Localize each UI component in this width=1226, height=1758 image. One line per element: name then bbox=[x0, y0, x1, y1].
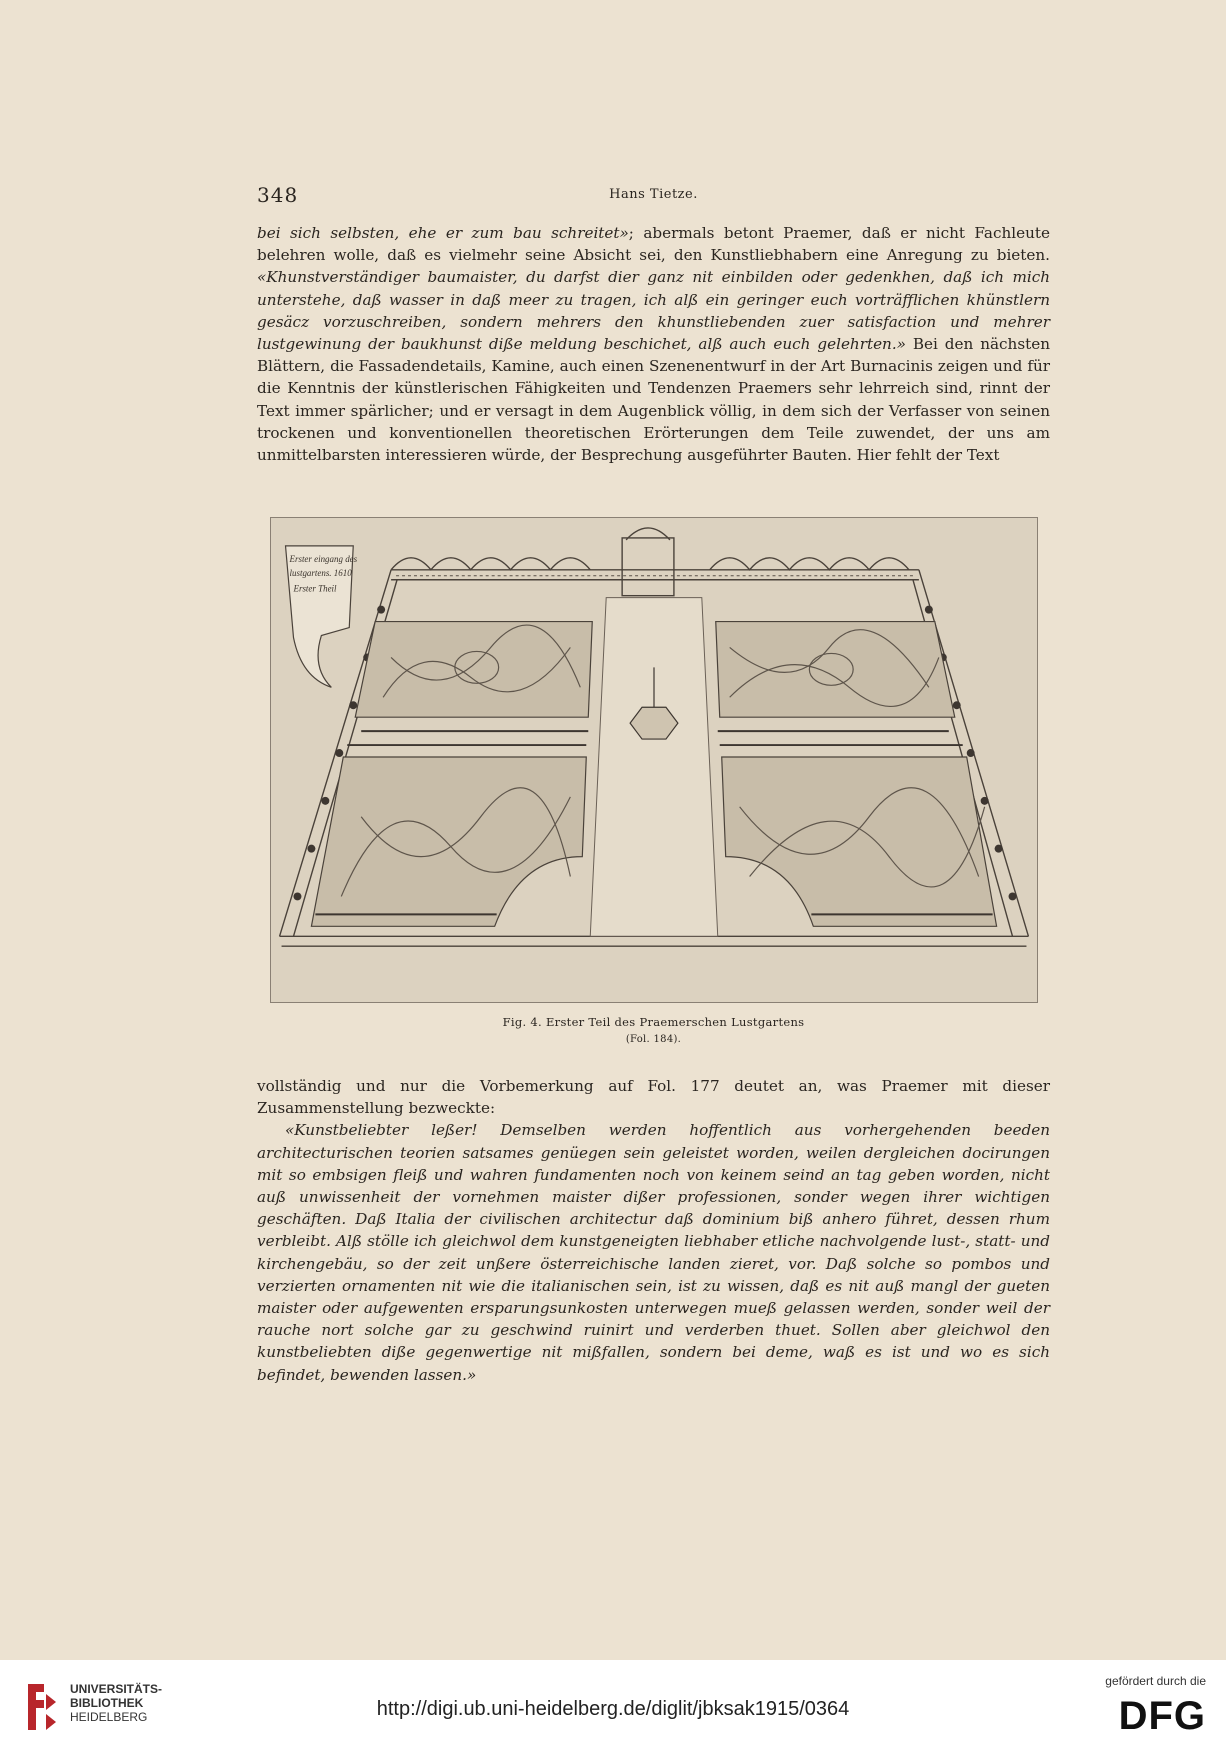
caption-main: Fig. 4. Erster Teil des Praemerschen Lustgartens bbox=[502, 1015, 805, 1029]
figure-caption bbox=[257, 1013, 1050, 1049]
footer-bar bbox=[0, 1660, 1226, 1758]
library-line: HEIDELBERG bbox=[70, 1710, 148, 1724]
text-segment: bei sich selbsten, ehe er zum bau schreitet» bbox=[257, 224, 629, 242]
inscription-line: Erster Theil bbox=[293, 583, 337, 594]
caption-sub: (Fol. 184). bbox=[625, 1034, 682, 1045]
body-paragraph-1 bbox=[257, 222, 1050, 466]
quote-segment: «Khunstverständiger baumaister, du darfst dier ganz nit einbilden oder gedenkhen, daß ich mich unterstehe, daß wasser in daß meer zu tragen, ich alß ein geringer euch vorträfflichen khünstlern gesäcz vorzuschreiben, sondern mehrers den khunstliebenden zuer satisfaction und mehrer lustgewinung der baukhunst diße meldung beschichet, alß auch euch gelehrten.» bbox=[257, 268, 1050, 354]
inscription-line: lustgartens. 1610 bbox=[289, 567, 352, 578]
page-number: 348 bbox=[257, 183, 299, 207]
funding-note bbox=[1066, 1674, 1206, 1740]
text-segment: ; abermals betont Praemer, daß er nicht Fachleute belehren wolle, daß es vielmehr seine Absicht sei, den Kunstliebhabern eine Anregung zu bieten. bbox=[257, 224, 1050, 265]
text-segment: Bei den nächsten Blättern, die Fassadendetails, Kamine, auch einen Szenenentwurf in der Art Burnacinis zeigen und für die Kenntnis der künstlerischen Fähigkeiten und Tendenzen Praemers sehr lehrreich sind, rinnt der Text immer spärlicher; und er versagt in dem Augenblick völlig, in dem sich der Verfasser von seinen trockenen und konventionellen theoretischen Erörterungen dem Teile zuwendet, der uns am unmittelbarsten interessieren würde, der Besprechung ausgeführter Bauten. Hier fehlt der Text bbox=[257, 335, 1050, 465]
figure-garden-engraving bbox=[270, 517, 1038, 1003]
funding-label: gefördert durch die bbox=[1105, 1674, 1206, 1688]
library-line: UNIVERSITÄTS- bbox=[70, 1682, 163, 1696]
page-header bbox=[257, 183, 1050, 207]
library-line: BIBLIOTHEK bbox=[70, 1696, 144, 1710]
garden-engraving bbox=[271, 518, 1037, 1002]
block-quote: «Kunstbeliebter leßer! Demselben werden hoffentlich aus vorhergehenden beeden architecturischen teorien satsames genüegen sein geleistet worden, weilen dergleichen docirungen mit so embsigen fleiß und wahren fundamenten noch von keinem seind an tag geben worden, nicht auß unwissenheit der vornehmen maister dißer professionen, sonder wegen ihrer wichtigen geschäften. Daß Italia der civilischen architectur daß dominium biß anhero führet, dessen rhum verbleibt. Alß stölle ich gleichwol dem kunstgeneigten liebhaber etliche nachvolgende lust-, statt- und kirchengebäu, so der zeit unßere österreichische landen zieret, vor. Daß solche so pombos und verzierten ornamenten nit wie die italianischen sein, ist zu wissen, daß es nit auß mangl der gueten maister oder aufgewenten ersparungsunkosten unterwegen mueß gelassen werden, sonder weil der rauche nort solche gar zu geschwind ruinirt und verderben thuet. Sollen aber gleichwol den kunstbeliebten diße gegenwertige nit mißfallen, sondern bei deme, waß es ist und wo es sich befindet, bewenden lassen.» bbox=[257, 1121, 1050, 1384]
inscription-line: Erster eingang des bbox=[289, 553, 358, 564]
permalink[interactable]: http://digi.ub.uni-heidelberg.de/diglit/jbksak1915/0364 bbox=[376, 1698, 850, 1720]
lead-text: vollständig und nur die Vorbemerkung auf Fol. 177 deutet an, was Praemer mit dieser Zusammenstellung bezweckte: bbox=[257, 1077, 1050, 1118]
dfg-logo: DFG bbox=[1118, 1694, 1206, 1738]
body-paragraph-2 bbox=[257, 1075, 1050, 1386]
running-head: Hans Tietze. bbox=[609, 187, 698, 202]
